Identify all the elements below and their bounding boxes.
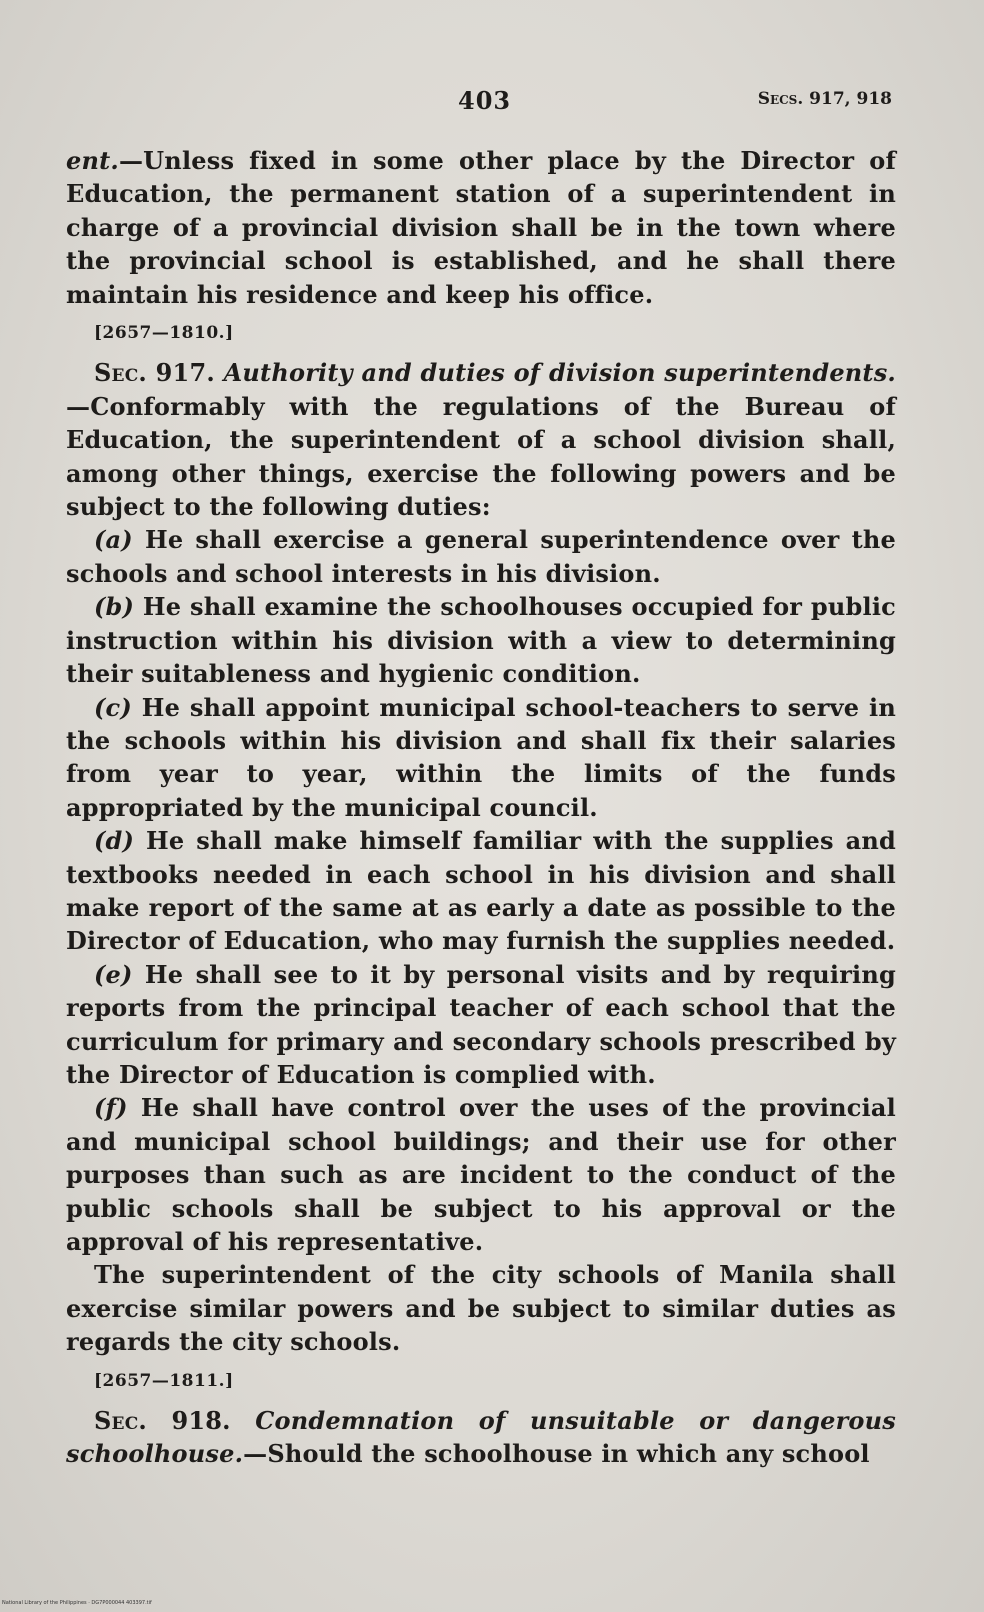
section-917-title: Authority and duties of division superintendents. — [223, 358, 896, 388]
list-item-text: He shall see to it by personal visits and by requiring reports from the principal teacher of each school that the curriculum for primary and secondary schools prescribed by the Director of Education is complied with. — [66, 959, 896, 1089]
list-item-b — [66, 590, 896, 690]
list-item-text: He shall make himself familiar with the supplies and textbooks needed in each school in his division and shall make report of the same at as early a date as possible to the Director of Education, who may furnish the supplies needed. — [66, 826, 896, 956]
list-item-a — [66, 523, 896, 590]
list-marker: (f) — [94, 1093, 128, 1123]
list-item-c — [66, 691, 896, 825]
section-918 — [66, 1404, 896, 1471]
list-marker: (d) — [94, 826, 135, 856]
list-marker: (b) — [94, 592, 135, 622]
continued-paragraph-text: —Unless fixed in some other place by the Director of Education, the permanent station of a superintendent in charge of a provincial division shall be in the town where the provincial school is established, and he shall there maintain his residence and keep his office. — [66, 146, 896, 309]
list-item-text: He shall exercise a general superintendence over the schools and school interests in his division. — [66, 525, 896, 588]
list-item-d — [66, 824, 896, 958]
section-918-title: Condemnation of unsuitable or dangerous schoolhouse. — [66, 1406, 896, 1469]
list-marker: (a) — [94, 525, 133, 555]
list-marker: (c) — [94, 692, 132, 722]
page-number: 403 — [458, 86, 512, 115]
list-item-text: He shall appoint municipal school-teachers to serve in the schools within his division and shall fix their salaries from year to year, within the limits of the funds appropriated by the municipal council. — [66, 692, 896, 822]
list-item-e — [66, 958, 896, 1092]
scan-credit: National Library of the Philippines · DG7P000044 403397.tif — [2, 1600, 152, 1606]
section-918-text: —Should the schoolhouse in which any school — [243, 1439, 870, 1469]
citation-2657-1811: [2657—1811.] — [94, 1370, 234, 1391]
section-917-label: Sec. 917. — [94, 358, 215, 388]
section-918-label: Sec. 918. — [94, 1406, 231, 1436]
citation-2657-1810: [2657—1810.] — [94, 323, 234, 344]
continued-heading-fragment: ent. — [66, 146, 119, 175]
page-header — [0, 80, 984, 120]
list-item-f — [66, 1091, 896, 1258]
list-item-text: He shall examine the schoolhouses occupied for public instruction within his division with a view to determining their suitableness and hygienic condition. — [66, 592, 896, 689]
list-item-text: He shall have control over the uses of the provincial and municipal school buildings; and their use for other purposes than such as are incident to the conduct of the public schools shall be subject to his approval or the approval of his representative. — [66, 1093, 896, 1256]
document-body — [66, 144, 896, 1471]
continued-paragraph — [66, 144, 896, 311]
list-marker: (e) — [94, 959, 133, 989]
manila-paragraph: The superintendent of the city schools of Manila shall exercise similar powers and be subject to similar duties as regards the city schools. — [66, 1260, 896, 1357]
section-917 — [66, 356, 896, 523]
running-head-section-ref: Secs. 917, 918 — [757, 89, 892, 109]
section-917-text: —Conformably with the regulations of the Bureau of Education, the superintendent of a school division shall, among other things, exercise the following powers and be subject to the following duties: — [66, 391, 896, 522]
